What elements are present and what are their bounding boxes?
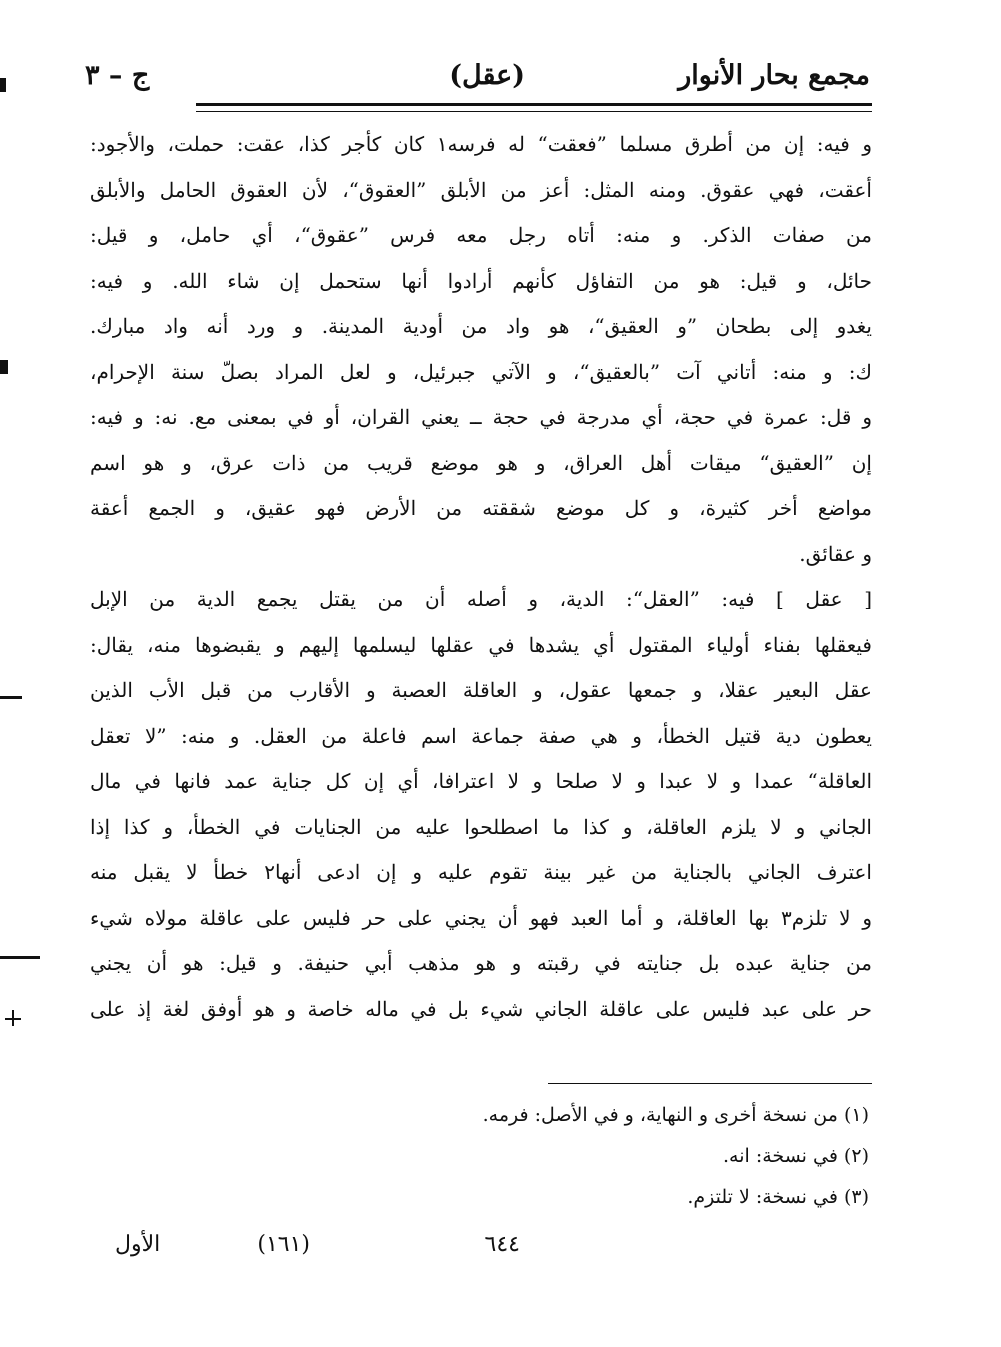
scan-mark xyxy=(5,1018,21,1020)
scan-mark xyxy=(0,956,40,959)
book-title: مجمع بحار الأنوار xyxy=(678,60,870,91)
text-line: إن ”العقيق“ ميقات أهل العراق، و هو موضع قريب من ذات عرق، و هو اسم xyxy=(90,450,872,475)
page-number: ٦٤٤ xyxy=(484,1232,520,1257)
body-text xyxy=(90,122,872,1032)
text-line: [ عقل ] فيه: ”العقل“: الدية، و أصله أن من يقتل يجمع الدية من الإبل xyxy=(90,587,872,611)
text-line: اعترف الجاني بالجناية من غير بينة تقوم عليه و إن ادعى أنها٢ خطأ لا يقبل منه xyxy=(90,860,872,884)
scan-mark xyxy=(0,360,8,374)
text-line: الجاني و لا يلزم العاقلة، و كذا ما اصطلحوا عليه من الجنايات في الخطأ، و كذا إذا xyxy=(90,814,872,839)
text-line: فيعقلها بفناء أولياء المقتول أي يشدها في عقلها ليسلمها إليهم و يقبضوها منه، يقال: xyxy=(90,632,872,657)
entry-word: (عقل) xyxy=(449,60,525,91)
scan-mark xyxy=(0,78,6,92)
scan-mark xyxy=(0,696,22,699)
text-line: حر على عبد فليس على عاقلة الجاني شيء بل في ماله خاصة و هو أوفق لغة إذ على xyxy=(90,996,872,1021)
text-line: من جناية عبده بل جنايته في رقبته و هو مذهب أبي حنيفة. و قيل: هو أن يجني xyxy=(90,951,872,975)
footnote-rule xyxy=(548,1083,872,1084)
text-line: و لا تلزم٣ بها العاقلة، و أما العبد فهو أن يجني على حر فليس على عاقلة مولاه شيء xyxy=(90,905,872,930)
volume-label: ج – ٣ xyxy=(85,60,150,91)
text-line: ك: و منه: أتاني آت ”بالعقيق“، و الآتي جبرئيل، و لعل المراد بصلّ سنة الإحرام، xyxy=(90,359,872,384)
page-footer xyxy=(100,1232,520,1272)
text-line: أعقت، فهي عقوق. ومنه المثل: أعز من الأبلق ”العقوق“، لأن العقوق الحامل والأبلق xyxy=(90,177,872,202)
page-header xyxy=(85,60,870,100)
section-number: (١٦١) xyxy=(257,1232,310,1257)
text-line: العاقلة“ عمدا و لا عبدا و لا صلحا و لا اعترافا، أي إن كل جناية عمد فانها في مال xyxy=(90,769,872,793)
text-line: يعطون دية قتيل الخطأ، و هي صفة جماعة اسم فاعلة من العقل. و منه: ”لا تعقل xyxy=(90,723,872,748)
text-line: حائل، و قيل: هو من التفاؤل كأنهم أرادوا أنها ستحمل إن شاء الله. و فيه: xyxy=(90,268,872,293)
footnote: (٢) في نسخة: انه. xyxy=(723,1145,869,1167)
text-line: مواضع أخر كثيرة، و كل موضع شققته من الأرض فهو عقيق، و الجمع أعقة xyxy=(90,496,872,520)
footnote: (١) من نسخة أخرى و النهاية، و في الأصل: فرمه. xyxy=(482,1104,869,1126)
footnote: (٣) في نسخة: لا تلتزم. xyxy=(687,1186,869,1208)
part-label: الأول xyxy=(115,1232,161,1257)
text-line: و فيه: إن من أطرق مسلما ”فعقت“ له فرسه١ كان كأجر كذا، عقت: حملت، والأجود: xyxy=(90,132,872,156)
text-line: و عقائق. xyxy=(799,541,872,566)
header-rule-thin xyxy=(196,111,872,112)
text-line: عقل البعير عقلا، و جمعها عقول، و العاقلة العصبة و الأقارب من قبل الأب الذين xyxy=(90,678,872,702)
footnotes xyxy=(369,1095,869,1218)
text-line: و قل: عمرة في حجة، أي مدرجة في حجة ــ يعني القران، أو في بمعنى مع. نه: و فيه: xyxy=(90,405,872,429)
text-line: من صفات الذكر. و منه: أتاه رجل معه فرس ”عقوق“، أي حامل، و قيل: xyxy=(90,223,872,247)
text-line: يغدو إلى بطحان ”و العقيق“، هو واد من أودية المدينة. و ورد أنه واد مبارك. xyxy=(90,314,872,338)
header-rule-thick xyxy=(196,103,872,106)
